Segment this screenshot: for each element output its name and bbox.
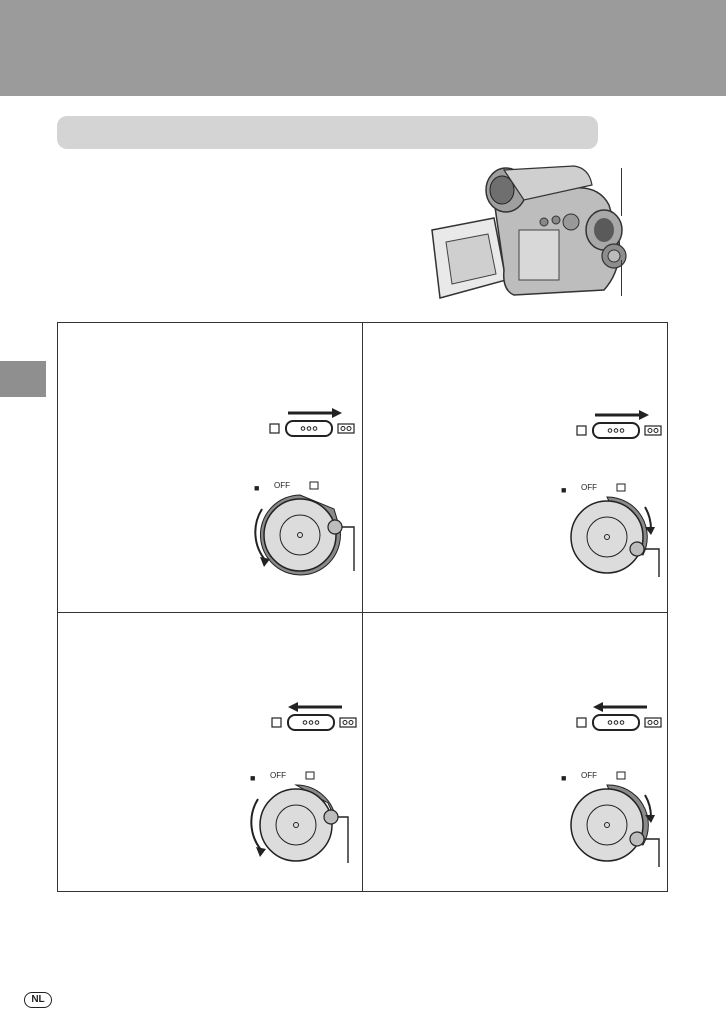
mode-slider-left — [270, 701, 362, 731]
power-dial-ccw — [248, 479, 366, 579]
instruction-cell-3 — [58, 613, 363, 902]
svg-text:■: ■ — [561, 485, 567, 495]
instruction-cell-4 — [363, 613, 668, 902]
svg-text:OFF: OFF — [581, 483, 597, 492]
language-badge: NL — [24, 992, 52, 1008]
svg-text:OFF: OFF — [270, 771, 286, 780]
callout-line-bottom — [621, 260, 622, 296]
instruction-grid — [57, 322, 668, 892]
power-dial-cw — [555, 769, 673, 869]
svg-text:■: ■ — [254, 483, 260, 493]
instruction-cell-2 — [363, 323, 668, 612]
instruction-cell-1 — [58, 323, 363, 612]
svg-text:OFF: OFF — [581, 771, 597, 780]
header-bar — [0, 0, 726, 96]
mode-slider-left — [575, 701, 667, 731]
callout-line-top — [621, 168, 622, 216]
chapter-tab — [0, 361, 46, 397]
svg-text:OFF: OFF — [274, 481, 290, 490]
svg-text:■: ■ — [561, 773, 567, 783]
svg-text:■: ■ — [250, 773, 256, 783]
power-dial-cw — [555, 481, 673, 581]
power-dial-ccw — [244, 769, 362, 869]
section-title-bar — [57, 116, 598, 149]
mode-slider-right — [575, 409, 667, 439]
mode-slider-right — [268, 407, 360, 437]
camcorder-illustration — [424, 160, 640, 300]
